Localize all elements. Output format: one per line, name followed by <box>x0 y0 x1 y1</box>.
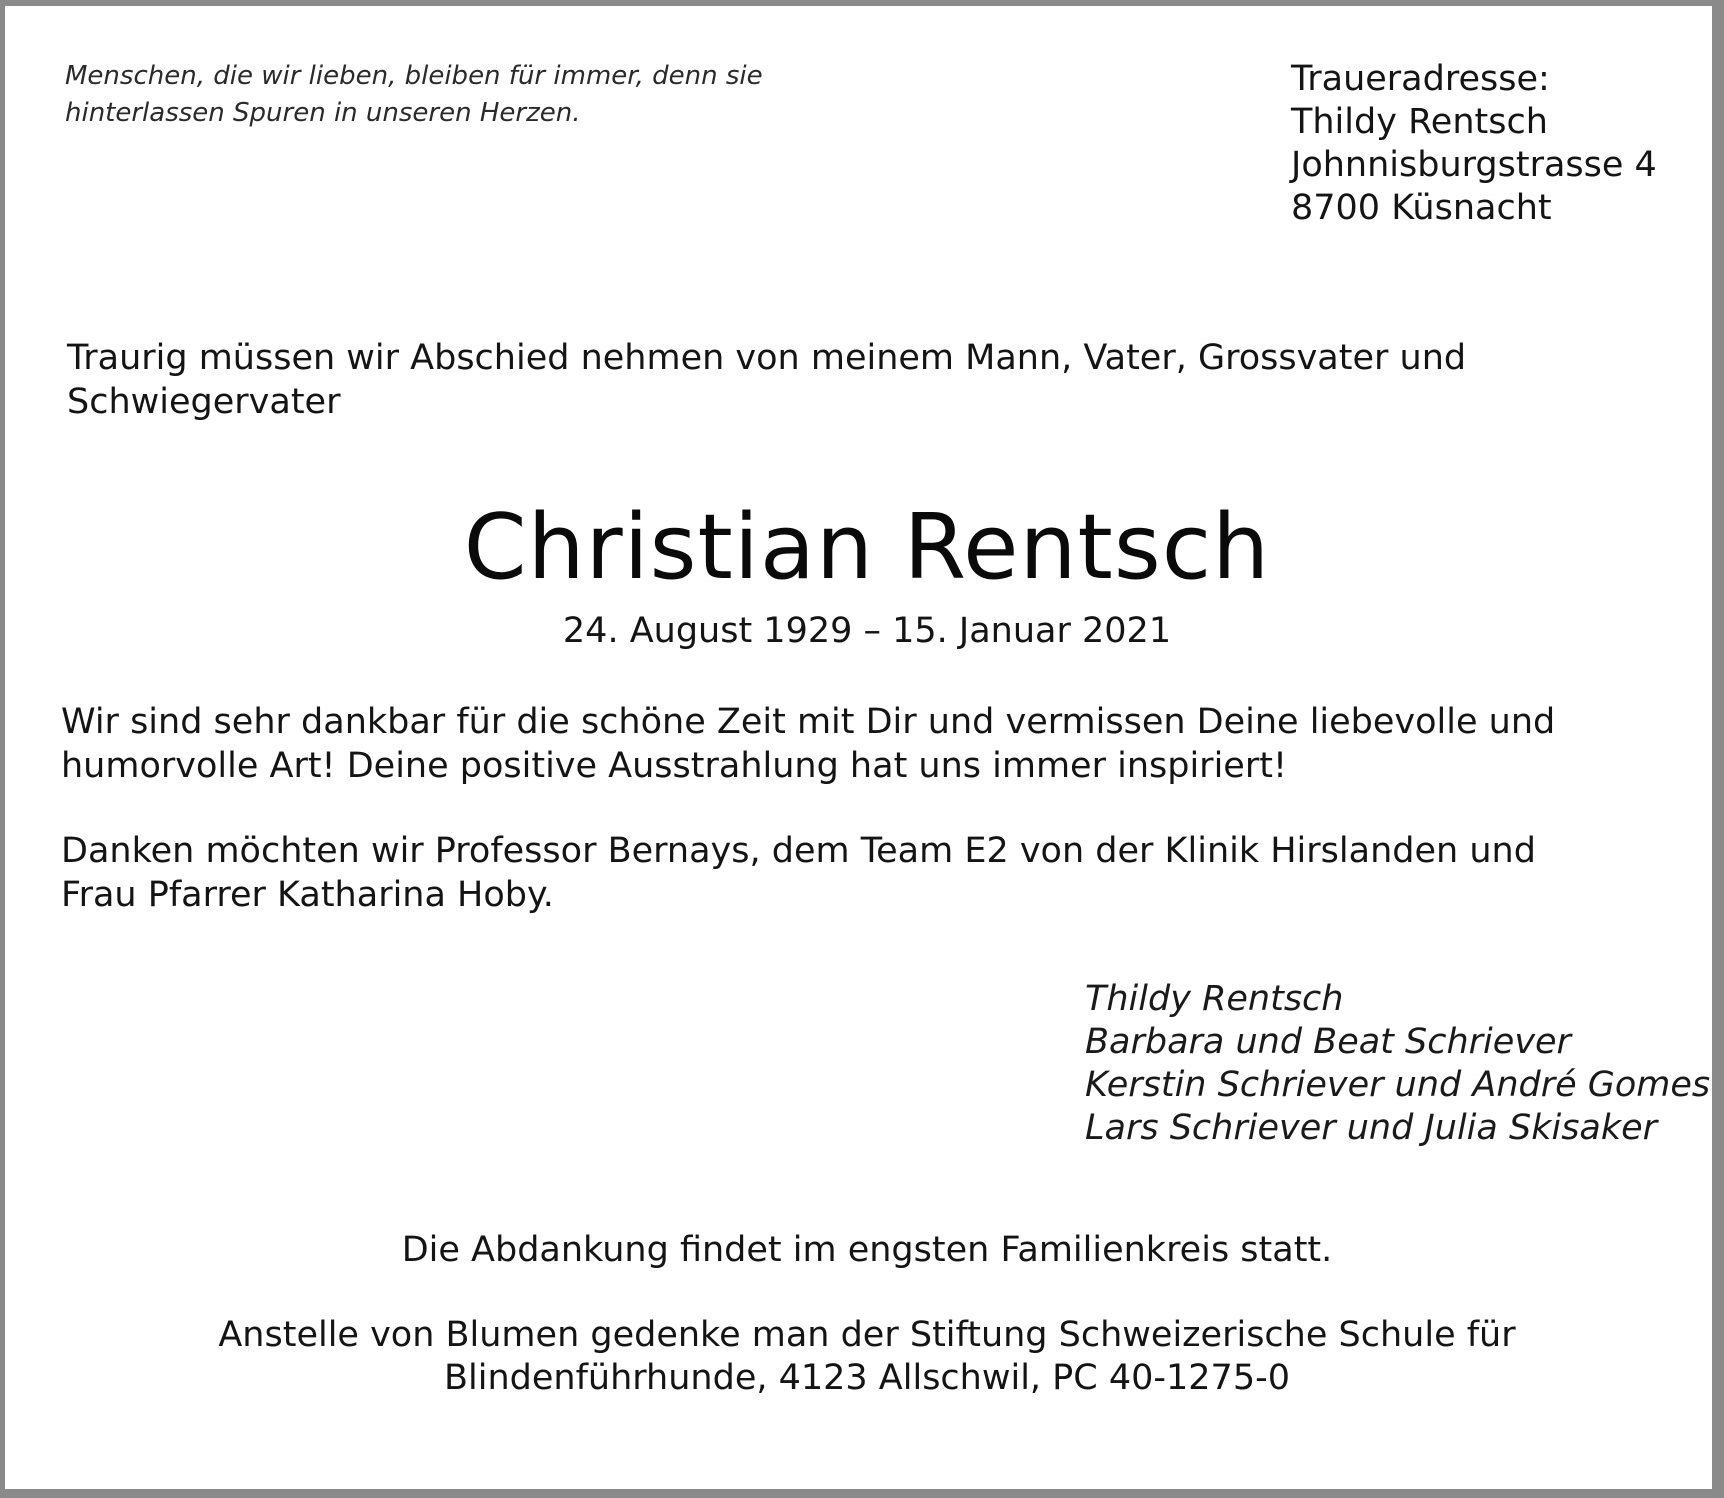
paragraph-line: Wir sind sehr dankbar für die schöne Zeit mit Dir und vermissen Deine liebevolle und <box>61 702 1556 742</box>
donation-note <box>5 1314 1724 1400</box>
memorial-quote <box>65 58 825 132</box>
address-name: Thildy Rentsch <box>1291 102 1548 142</box>
mourners-list <box>1085 978 1715 1150</box>
intro-line: Traurig müssen wir Abschied nehmen von meinem Mann, Vater, Grossvater und <box>67 338 1467 378</box>
donation-line: Blindenführhunde, 4123 Allschwil, PC 40-1275-0 <box>444 1358 1290 1398</box>
mourner-name: Thildy Rentsch <box>1085 979 1344 1019</box>
gratitude-paragraph <box>61 700 1681 788</box>
thanks-paragraph <box>61 829 1681 917</box>
paragraph-line: Frau Pfarrer Katharina Hoby. <box>61 875 554 915</box>
mourner-name: Kerstin Schriever und André Gomes <box>1085 1065 1711 1105</box>
address-street: Johnnisburgstrasse 4 <box>1291 145 1657 185</box>
deceased-name: Christian Rentsch <box>463 495 1271 600</box>
life-dates: 24. August 1929 – 15. Januar 2021 <box>562 611 1172 651</box>
paragraph-line: Danken möchten wir Professor Bernays, dem Team E2 von der Klinik Hirslanden und <box>61 831 1536 871</box>
paragraph-line: humorvolle Art! Deine positive Ausstrahlung hat uns immer inspiriert! <box>61 746 1287 786</box>
mourner-name: Lars Schriever und Julia Skisaker <box>1085 1108 1658 1148</box>
address-city: 8700 Küsnacht <box>1291 188 1552 228</box>
donation-line: Anstelle von Blumen gedenke man der Stiftung Schweizerische Schule für <box>218 1315 1516 1355</box>
address-heading: Traueradresse: <box>1291 59 1550 99</box>
quote-line: Menschen, die wir lieben, bleiben für immer, denn sie <box>65 61 763 91</box>
intro-text <box>67 336 1627 424</box>
quote-line: hinterlassen Spuren in unseren Herzen. <box>65 98 581 128</box>
ceremony-note: Die Abdankung findet im engsten Familienkreis statt. <box>401 1230 1333 1270</box>
mourning-address <box>1291 58 1711 230</box>
mourner-name: Barbara und Beat Schriever <box>1085 1022 1571 1062</box>
intro-line: Schwiegervater <box>67 382 341 422</box>
